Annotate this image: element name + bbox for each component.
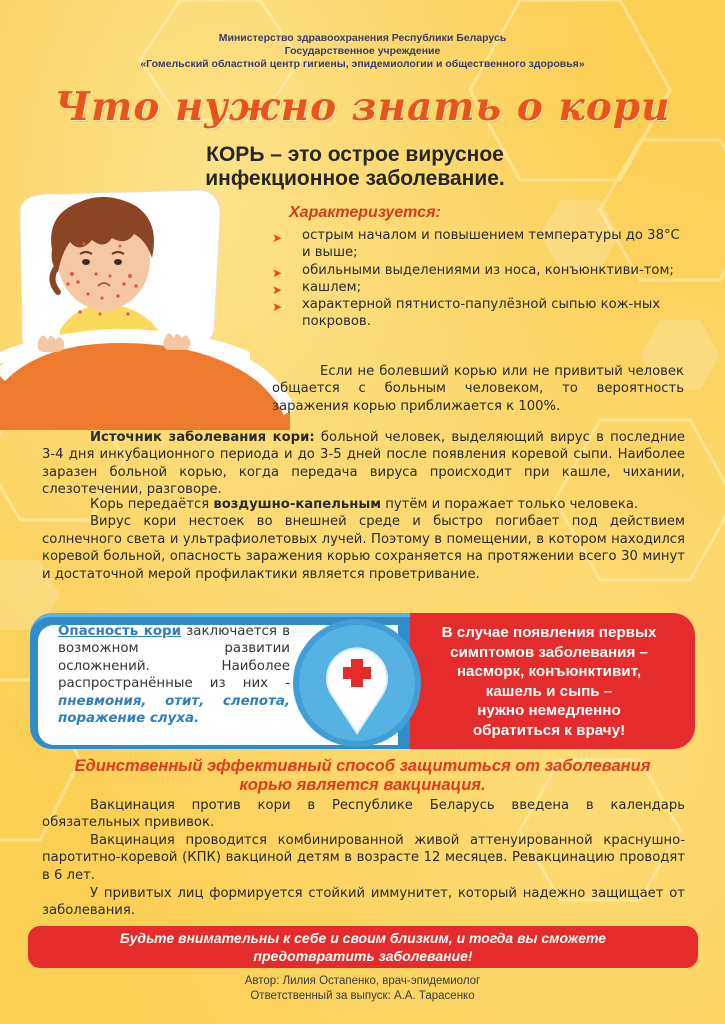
vaccination-heading: Единственный эффективный способ защититься от заболевания корью является вакцинация.	[74, 757, 651, 794]
infection-source-paragraph: Источник заболевания кори: больной человек, выделяющий вирус в последние 3-4 дня инкубационного периода и до 3-5 дней после появления коревой сыпи. Наиболее заразен больной корью, когда передача вируса происходит при кашле, чихании, слезотечении, разговоре.	[42, 430, 686, 498]
medical-cross-pin-icon	[292, 615, 422, 751]
list-item: ➤ обильными выделениями из носа, конъюнктиви-том;	[272, 262, 692, 279]
closing-banner-text: Будьте внимательны к себе и своим близким, и тогда вы сможете предотвратить заболевание!	[119, 930, 607, 964]
ministry-header	[0, 32, 725, 71]
responsible-credit: Ответственный за выпуск: А.А. Тарасенко	[250, 989, 475, 1002]
header-line-ministry: Министерство здравоохранения Республики Беларусь	[218, 32, 507, 44]
transmission-paragraph: Корь передаётся воздушно-капельным путём и поражает только человека. Вирус кори нестоек во внешней среде и быстро погибает под действием солнечного света и ультрафиолетовых лучей. Поэтому в помещении, в котором находился коревой больной, опасность заражения корью сохраняется на протяжении всего 30 минут и достаточной мерой профилактики является проветривание.	[42, 497, 685, 582]
credits-footer	[0, 974, 725, 1003]
right-hand	[164, 333, 191, 350]
definition-line-1: КОРЬ – это острое вирусное	[206, 143, 504, 166]
triangle-bullet-icon: ➤	[272, 231, 283, 245]
author-credit: Автор: Лилия Остапенко, врач-эпидемиолог	[244, 975, 481, 987]
transmission-route: воздушно-капельным	[213, 497, 382, 512]
source-lead: Источник заболевания кори:	[90, 430, 315, 445]
contact-risk-paragraph: Если не болевший корью или не привитый человек общается с больным человеком, то вероятность заражения корью приближается к 100%.	[272, 364, 684, 414]
sick-child-illustration	[0, 180, 300, 430]
triangle-bullet-icon: ➤	[272, 265, 283, 280]
warning-text: В случае появления первых симптомов заболевания – насморк, конъюнктивит, кашель и сыпь – нужно немедленно обратиться к врачу!	[441, 624, 657, 739]
definition-line-2: инфекционное заболевание.	[205, 167, 505, 190]
complications-list: пневмония, отит, слепота, поражение слуха.	[58, 693, 290, 727]
header-line-institution: Государственное учреждение	[284, 45, 441, 57]
page-title: Что нужно знать о кори	[54, 84, 671, 130]
danger-text: Опасность кори заключается в возможном развитии осложнений. Наиболее распространённые из них - пневмония, отит, слепота, поражение слуха.	[58, 624, 290, 727]
list-item: ➤ острым началом и повышением температуры до 38°С и выше;	[272, 228, 680, 261]
danger-heading: Опасность кори	[58, 624, 182, 639]
list-item: ➤ кашлем;	[272, 279, 692, 296]
vaccination-paragraph-2: Вакцинация проводится комбинированной живой аттенуированной краснушно-паротитно-коревой (КПК) вакциной детям в возрасте 12 месяцев. Ревакцинацию проводят в 6 лет.	[42, 833, 685, 883]
characteristics-heading: Характеризуется:	[289, 204, 441, 221]
characteristics-list	[272, 227, 692, 331]
list-item: ➤ характерной пятнисто-папулёзной сыпью кож-ных покровов.	[272, 297, 661, 330]
vaccination-paragraph-1: Вакцинация против кори в Республике Беларусь введена в календарь обязательных прививок.	[42, 798, 685, 831]
vaccination-paragraph-3: У привитых лиц формируется стойкий иммунитет, который надежно защищает от заболевания.	[42, 886, 685, 919]
triangle-bullet-icon: ➤	[272, 282, 283, 297]
header-line-center: «Гомельский областной центр гигиены, эпидемиологии и общественного здоровья»	[140, 58, 585, 70]
triangle-bullet-icon: ➤	[272, 300, 283, 315]
left-hand	[38, 335, 65, 352]
